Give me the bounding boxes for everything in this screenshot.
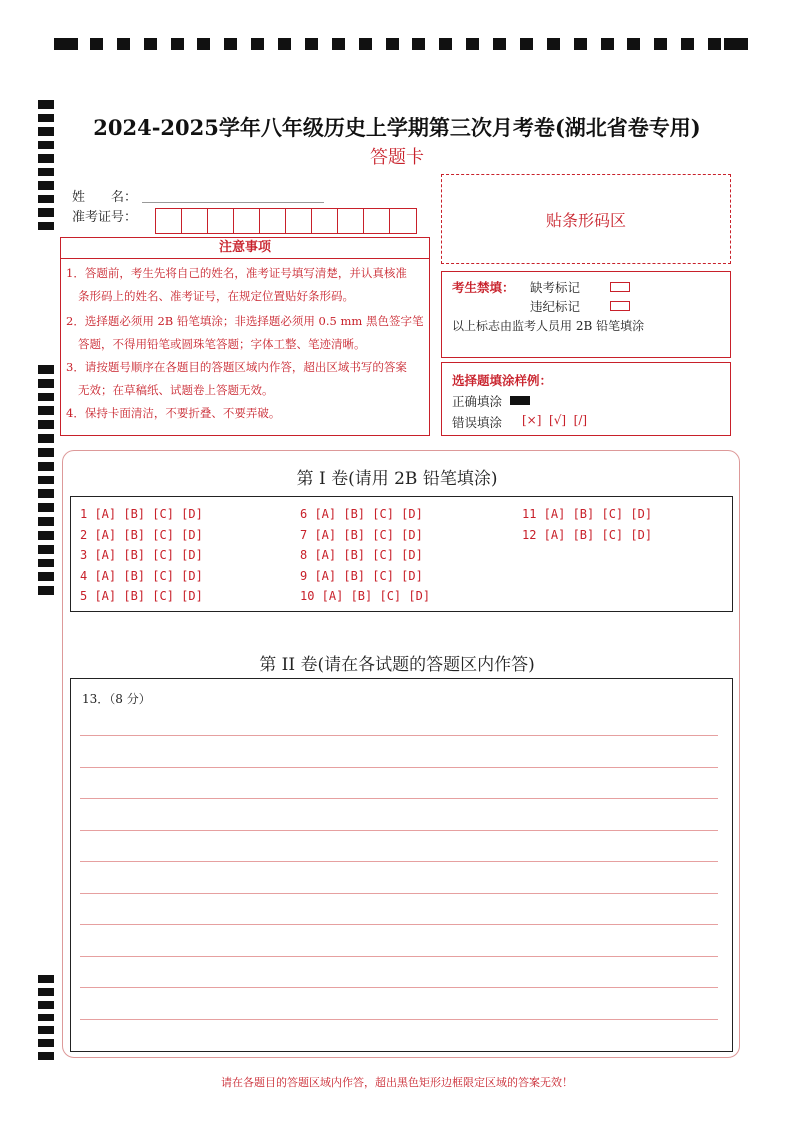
choice-row-11[interactable]: 11 [A] [B] [C] [D] (522, 507, 653, 521)
timing-mark (38, 406, 54, 415)
choice-row-10[interactable]: 10 [A] [B] [C] [D] (300, 589, 431, 603)
answer-line (80, 924, 718, 925)
notice-item: 条形码上的姓名、准考证号，在规定位置贴好条形码。 (78, 289, 354, 303)
timing-mark (439, 38, 452, 50)
name-label: 姓 名： (72, 190, 138, 205)
timing-mark (38, 531, 54, 540)
notice-item: 答题，不得用铅笔或圆珠笔答题；字体工整、笔迹清晰。 (78, 337, 366, 351)
left-timing-marks-lower (38, 975, 54, 1065)
id-label: 准考证号： (72, 210, 138, 225)
id-digit-cell[interactable] (390, 209, 416, 233)
answer-line (80, 735, 718, 736)
notice-item: 4．保持卡面清洁，不要折叠、不要弄破。 (66, 406, 281, 420)
section1-title: 第 I 卷(请用 2B 铅笔填涂) (296, 469, 498, 489)
notice-heading: 注意事项 (60, 237, 430, 259)
choice-row-12[interactable]: 12 [A] [B] [C] [D] (522, 527, 653, 542)
timing-mark (38, 434, 54, 443)
timing-mark (412, 38, 425, 50)
timing-mark (38, 572, 54, 581)
notice-item: 2．选择题必须用 2B 铅笔填涂；非选择题必须用 0.5 mm 黑色签字笔 (66, 314, 424, 328)
timing-mark (305, 38, 318, 50)
id-digit-cell[interactable] (234, 209, 260, 233)
answer-line (80, 861, 718, 862)
timing-mark (38, 559, 54, 568)
choice-row-8[interactable]: 8 [A] [B] [C] [D] (300, 548, 423, 562)
timing-mark (171, 38, 184, 50)
barcode-label: 贴条形码区 (545, 210, 626, 230)
timing-mark (38, 420, 54, 429)
timing-mark (38, 586, 54, 595)
wrong-fill-label: 错误填涂 (452, 415, 503, 430)
timing-mark (38, 100, 54, 109)
timing-mark (117, 38, 130, 50)
timing-mark (359, 38, 372, 50)
id-digit-cell[interactable] (260, 209, 286, 233)
timing-mark (38, 393, 54, 402)
timing-mark (547, 38, 560, 50)
timing-mark (38, 975, 54, 983)
timing-mark (332, 38, 345, 50)
violation-mark-box[interactable] (610, 301, 630, 311)
timing-mark (627, 38, 640, 50)
choice-row-4[interactable]: 4 [A] [B] [C] [D] (80, 568, 203, 583)
timing-mark (38, 545, 54, 554)
choice-row-1[interactable]: 1 [A] [B] [C] [D] (80, 507, 203, 521)
timing-mark (38, 1001, 54, 1009)
timing-mark (90, 38, 103, 50)
answer-line (80, 987, 718, 988)
top-timing-marks (54, 38, 748, 52)
choice-row-7[interactable]: 7 [A] [B] [C] [D] (300, 527, 423, 542)
examiner-note: 以上标志由监考人员用 2B 铅笔填涂 (452, 319, 645, 333)
notice-item: 3．请按题号顺序在各题目的答题区域内作答，超出区域书写的答案 (66, 360, 407, 374)
timing-mark (38, 489, 54, 498)
choice-row-5[interactable]: 5 [A] [B] [C] [D] (80, 589, 203, 603)
timing-mark (278, 38, 291, 50)
question-13-label: 13．（8 分） (82, 692, 151, 706)
timing-mark (574, 38, 587, 50)
timing-mark (38, 365, 54, 374)
correct-fill-sample (510, 396, 530, 405)
timing-mark (38, 1039, 54, 1047)
id-number-boxes[interactable] (155, 208, 417, 234)
timing-mark (38, 1026, 54, 1034)
timing-mark (38, 181, 54, 190)
barcode-area (441, 174, 731, 264)
fill-example-title: 选择题填涂样例： (452, 373, 553, 388)
name-field[interactable] (142, 202, 324, 203)
timing-mark (38, 448, 54, 457)
violation-mark-label: 违纪标记 (530, 299, 581, 314)
footer-warning: 请在各题目的答题区域内作答，超出黑色矩形边框限定区域的答案无效！ (221, 1076, 573, 1089)
timing-mark (144, 38, 157, 50)
answer-line (80, 956, 718, 957)
examiner-only-title: 考生禁填： (452, 280, 515, 295)
timing-mark (601, 38, 614, 50)
timing-mark (520, 38, 533, 50)
choice-row-2[interactable]: 2 [A] [B] [C] [D] (80, 527, 203, 542)
answer-line (80, 830, 718, 831)
correct-fill-label: 正确填涂 (452, 394, 503, 409)
section2-title: 第 II 卷(请在各试题的答题区内作答) (259, 655, 535, 675)
timing-mark (38, 379, 54, 388)
id-digit-cell[interactable] (208, 209, 234, 233)
timing-mark (38, 988, 54, 996)
timing-mark (224, 38, 237, 50)
choice-row-9[interactable]: 9 [A] [B] [C] [D] (300, 568, 423, 583)
timing-mark (38, 195, 54, 204)
timing-mark (197, 38, 210, 50)
answer-line (80, 767, 718, 768)
wrong-fill-samples: [×] [√] [/] (522, 413, 588, 427)
timing-mark (38, 1052, 54, 1060)
notice-item: 无效；在草稿纸、试题卷上答题无效。 (78, 383, 274, 397)
timing-mark (38, 1014, 54, 1022)
absent-mark-label: 缺考标记 (530, 280, 581, 295)
timing-mark (466, 38, 479, 50)
page-subtitle: 答题卡 (370, 147, 424, 168)
id-digit-cell[interactable] (156, 209, 182, 233)
choice-row-3[interactable]: 3 [A] [B] [C] [D] (80, 548, 203, 562)
timing-mark (708, 38, 721, 50)
timing-mark (493, 38, 506, 50)
answer-line (80, 1019, 718, 1020)
answer-line (80, 893, 718, 894)
timing-mark (54, 38, 78, 50)
timing-mark (654, 38, 667, 50)
id-digit-cell[interactable] (182, 209, 208, 233)
page-title: 2024-2025学年八年级历史上学期第三次月考卷(湖北省卷专用) (93, 115, 701, 140)
timing-mark (38, 208, 54, 217)
timing-mark (38, 517, 54, 526)
choice-row-6[interactable]: 6 [A] [B] [C] [D] (300, 507, 423, 521)
id-digit-cell[interactable] (338, 209, 364, 233)
id-digit-cell[interactable] (312, 209, 338, 233)
id-digit-cell[interactable] (286, 209, 312, 233)
examiner-only-box (441, 271, 731, 358)
absent-mark-box[interactable] (610, 282, 630, 292)
notice-item: 1．答题前，考生先将自己的姓名，准考证号填写清楚，并认真核准 (66, 266, 407, 280)
fill-example-box (441, 362, 731, 436)
answer-line (80, 798, 718, 799)
timing-mark (681, 38, 694, 50)
timing-mark (38, 503, 54, 512)
id-digit-cell[interactable] (364, 209, 390, 233)
timing-mark (386, 38, 399, 50)
timing-mark (724, 38, 748, 50)
timing-mark (251, 38, 264, 50)
timing-mark (38, 222, 54, 231)
